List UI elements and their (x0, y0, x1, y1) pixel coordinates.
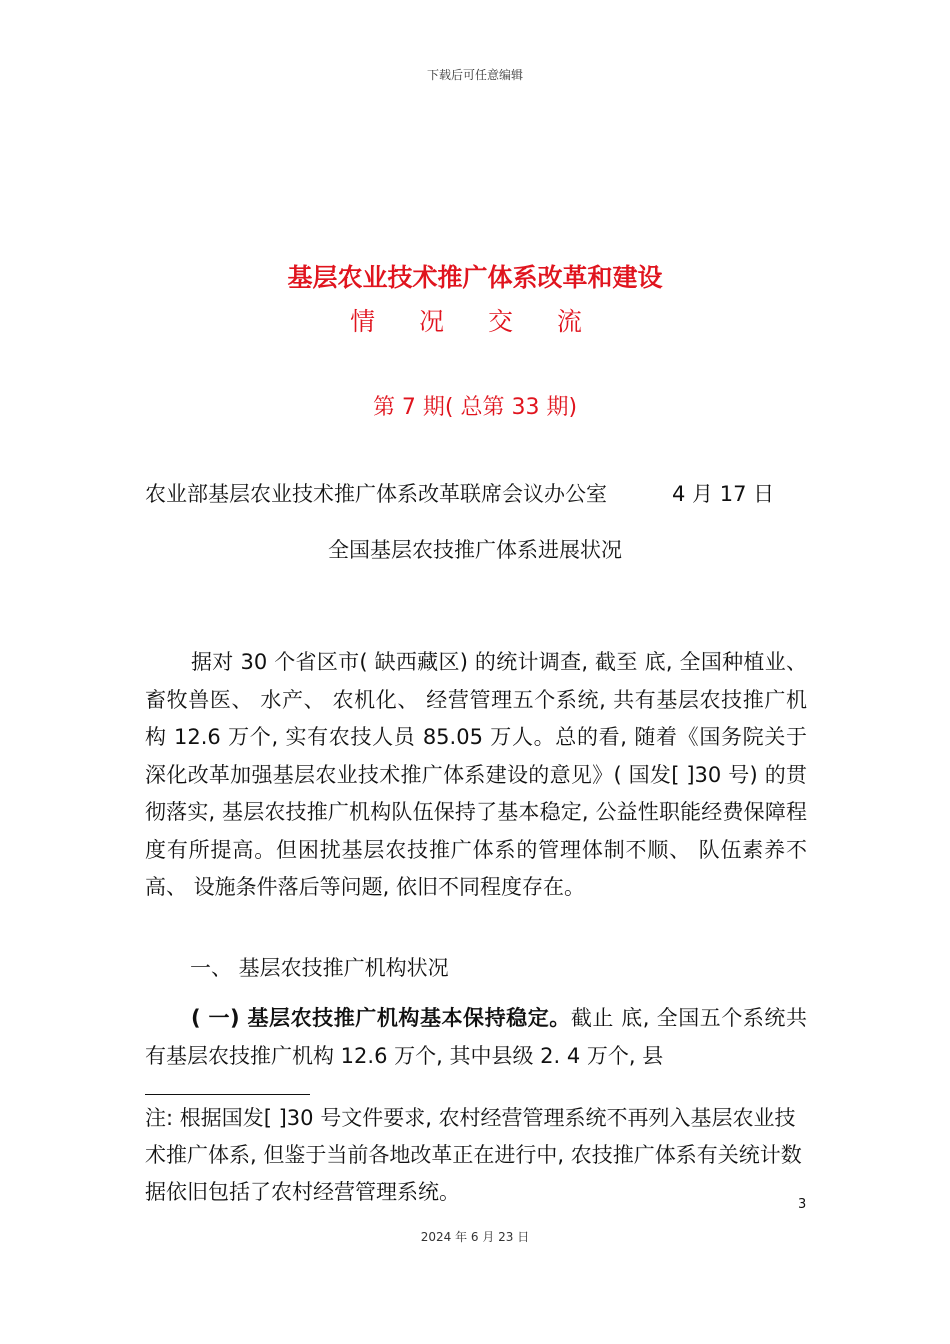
body-paragraph-1: 据对 30 个省区市( 缺西藏区) 的统计调查, 截至 底, 全国种植业、 畜牧兽医、 水产、 农机化、 经营管理五个系统, 共有基层农技推广机构 12.6 万个, 实有农技人员 85.05 万人。总的看, 随着《国务院关于深化改革加强基层农业技术推广体系建设的意见》( 国发[ ]30 号) 的贯彻落实, 基层农技推广机构队伍保持了基本稳定, 公益性职能经费保障程度有所提高。但困扰基层农技推广体系的管理体制不顺、 队伍素养不高、 设施条件落后等问题, 依旧不同程度存在。 (145, 650, 807, 899)
issuing-office: 农业部基层农业技术推广体系改革联席会议办公室 (145, 482, 607, 506)
article-title: 全国基层农技推广体系进展状况 (328, 538, 622, 562)
paragraph-2-lead: ( 一) 基层农技推广机构基本保持稳定。 (191, 1006, 571, 1030)
footnote: 注: 根据国发[ ]30 号文件要求, 农村经营管理系统不再列入基层农业技术推广体系, 但鉴于当前各地改革正在进行中, 农技推广体系有关统计数据依旧包括了农村经营管理系统。 (145, 1106, 802, 1204)
body-paragraph-2 (145, 1000, 807, 1075)
document-subtitle: 情 况 交 流 (350, 307, 600, 336)
issue-number: 第 7 期( 总第 33 期) (372, 395, 578, 420)
page-number: 3 (798, 1197, 807, 1212)
section-heading-1: 一、 基层农技推广机构状况 (190, 956, 449, 980)
paragraph-2-text: 截止 底, 全国五个系统共有基层农技推广机构 12.6 万个, 其中县级 2. 4 万个, 县 (145, 1006, 807, 1068)
footer-date: 2024 年 6 月 23 日 (420, 1230, 530, 1244)
issue-date: 4 月 17 日 (672, 482, 775, 506)
document-title: 基层农业技术推广体系改革和建设 (287, 263, 663, 292)
footnote-divider (145, 1094, 310, 1095)
header-note: 下载后可任意编辑 (426, 68, 523, 82)
